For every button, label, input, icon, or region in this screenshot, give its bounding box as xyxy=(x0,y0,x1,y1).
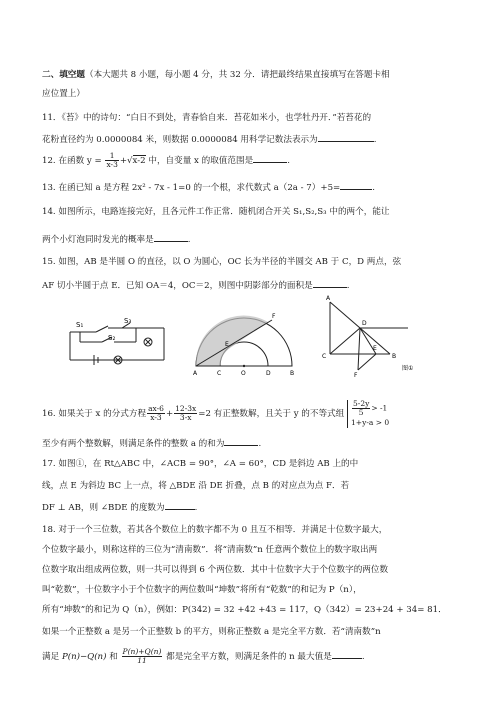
q17-text3: DF ⊥ AB，则 ∠BDE 的度数为 xyxy=(42,503,165,513)
q16-f2-num: 12-3x xyxy=(175,404,197,413)
ineq-den: 5 xyxy=(358,407,364,417)
q18-line3: 位数字取出组成两位数，则一共可以得到 6 个两位数．其中十位数字大于个位数字的两位数 xyxy=(42,565,389,575)
tri-label-e: E xyxy=(373,345,377,352)
q16-line2: 至少有两个整数解，则满足条件的整数 a 的和为 . xyxy=(42,436,261,450)
answer-blank-q11 xyxy=(318,132,374,142)
q12-line: 12. 在函数 y = $\frac{1}{x-3}$ +√x-2 中，自变量 x 的取值范围是 . xyxy=(42,151,290,169)
q16-pre: 16. 如果关于 x 的分式方程 xyxy=(42,409,147,419)
q16-f2-den: 3-x xyxy=(179,413,192,422)
answer-blank-q18 xyxy=(332,649,362,659)
semi-label-b: B xyxy=(290,370,295,376)
semi-label-d: D xyxy=(266,370,271,376)
q15-text: AF 切小半圆于点 E．已知 OA＝4，OC＝2，则图中阴影部分的面积是 xyxy=(42,281,313,291)
semi-label-o: O xyxy=(241,370,246,376)
q16-frac1 xyxy=(147,405,165,422)
q12-frac-num: 1 xyxy=(105,152,118,161)
q18-expr-a: P(n)−Q(n) xyxy=(61,652,107,662)
q17-line2: 线，点 E 为斜边 BC 上一点，将 △BDE 沿 DE 折叠，点 B 的对应点为点 F．若 xyxy=(42,481,350,491)
answer-blank-q12 xyxy=(253,153,287,163)
ineq-num: 5-2y xyxy=(353,398,370,408)
q14-line2: 两个小灯泡同时发光的概率是 . xyxy=(42,232,190,246)
tri-label-c: C xyxy=(322,353,327,360)
q16-f1-den: x-3 xyxy=(150,413,162,422)
q12-post: 中，自变量 x 的取值范围是 xyxy=(148,156,254,166)
q17-line3: DF ⊥ AB，则 ∠BDE 的度数为 . xyxy=(42,500,197,514)
q16-frac2 xyxy=(174,405,197,422)
q11-line2: 花粉直径约为 0.0000084 米，则数据 0.0000084 用科学记数法表示为 . xyxy=(42,132,376,146)
ineq-row1 xyxy=(351,400,389,417)
semi-label-f: F xyxy=(272,313,276,320)
q18-line5: 所有“坤数”的和记为 Q（n），例如：P(342) = 32 +42 +43 = 117，Q（342）= 23+24 + 34= 81． xyxy=(42,605,447,615)
q13-line: 13. 在函已知 a 是方程 2x² - 7x - 1=0 的一个根，求代数式 a（2a - 7）+5= . xyxy=(42,180,375,194)
answer-blank-q17 xyxy=(165,500,195,510)
answer-blank-q14 xyxy=(154,232,188,242)
q16-text2: 至少有两个整数解，则满足条件的整数 a 的和为 xyxy=(42,439,225,449)
section-title: 二、填空题 xyxy=(42,70,85,80)
q11-text: 花粉直径约为 0.0000084 米，则数据 0.0000084 用科学记数法表示为 xyxy=(42,135,318,145)
section-desc-2: 应位置上） xyxy=(42,89,85,99)
q18-line4: 叫“乾数”，十位数字小于个位数字的两位数叫“坤数”将所有“乾数”的和记为 P（n）， xyxy=(42,585,362,595)
ineq-rhs: > -1 xyxy=(371,403,388,412)
triangle-figure xyxy=(318,292,418,378)
semi-label-e: E xyxy=(225,341,229,348)
section-desc-1: （本大题共 8 小题，每小题 4 分，共 32 分．请把最终结果直接填写在答题卡相 xyxy=(84,70,390,80)
semi-label-a: A xyxy=(193,370,198,376)
q16-plus: + xyxy=(165,409,174,419)
q14-line1: 14. 如图所示，电路连接完好，且各元件工作正常．随机闭合开关 S₁,S₂,S₃ 中的两个，能让 xyxy=(42,207,390,217)
q18-line1: 18. 对于一个三位数，若其各个数位上的数字都不为 0 且互不相等．并满足十位数字最大， xyxy=(42,525,388,535)
tri-label-d: D xyxy=(362,320,367,327)
q18-line2: 个位数字最小，则称这样的三位为“清南数”．将“清南数”n 任意两个数位上的数字取出两 xyxy=(42,545,378,555)
circuit-label-s1: S₁ xyxy=(76,321,84,329)
q14-text: 两个小灯泡同时发光的概率是 xyxy=(42,235,154,245)
q18-post: 都是完全平方数，则满足条件的 n 最大值是 xyxy=(166,652,332,662)
q18-line7: 满足 P(n)−Q(n) 和 $\frac{P(n)+Q(n)}{11}$ 都是完全平方数，则满足条件的 n 最大值是 . xyxy=(42,647,365,665)
circuit-diagram xyxy=(68,318,166,366)
ineq-frac xyxy=(352,400,370,417)
q13-text: 13. 在函已知 a 是方程 2x² - 7x - 1=0 的一个根，求代数式 a（2a - 7）+5= xyxy=(42,183,341,193)
q18-frac-num: P(n)+Q(n) xyxy=(122,647,162,656)
sqrt-icon: √ xyxy=(127,156,133,166)
q12-frac-den: x-3 xyxy=(106,160,118,169)
q18-fraction xyxy=(122,648,163,665)
tri-label-f: F xyxy=(354,372,358,378)
q18-pre: 满足 xyxy=(42,652,60,662)
ineq-row2: 1+y-a > 0 xyxy=(351,417,390,427)
semi-label-c: C xyxy=(217,370,222,376)
q17-line1: 17. 如图①，在 Rt△ABC 中，∠ACB = 90°，∠A = 60°，CD 是斜边 AB 上的中 xyxy=(42,459,359,469)
q15-line2: AF 切小半圆于点 E．已知 OA＝4，OC＝2，则图中阴影部分的面积是 . xyxy=(42,278,349,292)
q12-fraction xyxy=(105,152,118,169)
q16-mid: =2 有正整数解，且关于 y 的不等式组 xyxy=(198,409,345,419)
q16-line1 xyxy=(42,398,389,430)
tri-label-a: A xyxy=(326,295,331,302)
q18-line6: 如果一个正整数 a 是另一个正整数 b 的平方，则称正整数 a 是完全平方数．若“清南数”n xyxy=(42,627,381,637)
answer-blank-q13 xyxy=(340,180,372,190)
q12-pre: 12. 在函数 y = xyxy=(42,156,102,166)
section-header xyxy=(42,69,390,81)
q15-line1: 15. 如图，AB 是半圆 O 的直径，以 O 为圆心，OC 长为半径的半圆交 AB 于 C，D 两点，弦 xyxy=(42,257,402,267)
circuit-label-s2: S₂ xyxy=(108,334,116,342)
q18-frac-den: 11 xyxy=(137,656,147,665)
inequality-system xyxy=(347,400,389,428)
q18-and: 和 xyxy=(109,652,118,662)
semicircle-figure xyxy=(190,304,300,376)
q12-root: x-2 xyxy=(132,156,146,166)
q16-f1-num: ax-6 xyxy=(148,404,164,413)
q11-line1: 11．《苔》中的诗句：“白日不到处，青春恰自来．苔花如米小，也学牡丹开．”若苔花的 xyxy=(42,113,372,123)
answer-blank-q15 xyxy=(313,278,347,288)
tri-label-b: B xyxy=(392,353,397,360)
figure-caption: 图① xyxy=(402,365,414,372)
circuit-label-s3: S₃ xyxy=(124,318,132,325)
answer-blank-q16 xyxy=(224,436,258,446)
q12-plus: + xyxy=(119,156,128,166)
